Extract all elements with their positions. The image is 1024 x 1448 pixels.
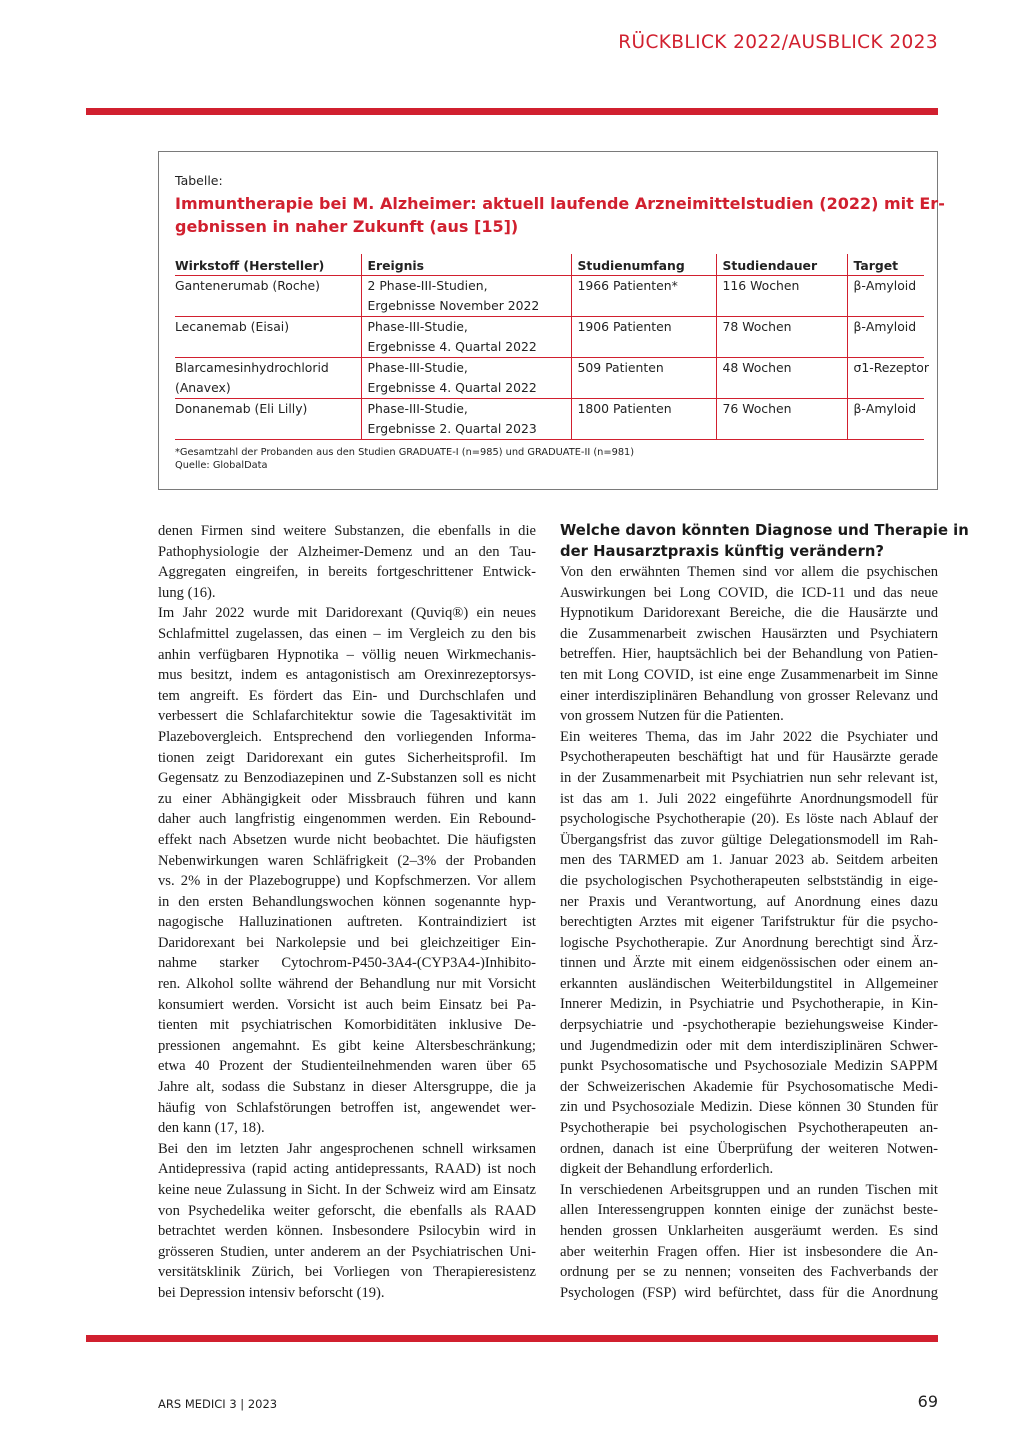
study-table bbox=[175, 254, 929, 440]
cell-target: β-Amyloid bbox=[847, 276, 924, 317]
cell-target: β-Amyloid bbox=[847, 399, 924, 440]
text-line: aber weiterhin Fragen offen. Hier ist insbesondere die An- bbox=[560, 1243, 938, 1260]
text-line: henden grossen Unklarheiten ausgeräumt werden. Es sind bbox=[560, 1223, 938, 1239]
left-text-column bbox=[158, 521, 536, 1304]
page-number: 69 bbox=[917, 1392, 938, 1411]
text-line: in den ersten Behandlungswochen können sogenannte hyp- bbox=[158, 893, 536, 910]
source-text: Quelle: GlobalData bbox=[175, 460, 268, 471]
section-heading bbox=[560, 521, 969, 562]
text-line: Plazebovergleich. Entsprechend den vorliegenden Informa- bbox=[158, 728, 536, 745]
journal-footer: ARS MEDICI 3 | 2023 bbox=[158, 1397, 278, 1411]
text-line: keine neue Zulassung in Sicht. In der Schweiz wird am Einsatz bbox=[158, 1182, 536, 1198]
table-title-line: gebnissen in naher Zukunft (aus [15]) bbox=[175, 217, 519, 236]
text-line: allen Interessengruppen konnten einige der zunächst beste- bbox=[560, 1202, 938, 1219]
text-line: pressionen angemahnt. Es gibt keine Altersbeschränkung; bbox=[158, 1037, 536, 1054]
text-line: anhin verfügbaren Hypnotika – völlig neuen Wirkmechanis- bbox=[158, 646, 536, 663]
table-row bbox=[175, 358, 924, 399]
footnote-text: *Gesamtzahl der Probanden aus den Studien GRADUATE-I (n=985) und GRADUATE-II (n=981) bbox=[175, 447, 635, 458]
text-line: zin und Psychosoziale Medizin. Diese können 30 Stunden für bbox=[560, 1099, 938, 1116]
text-line: tienten mit psychiatrischen Komorbiditäten inklusive De- bbox=[158, 1017, 536, 1034]
bottom-rule bbox=[86, 1335, 938, 1342]
text-line: häufig von Schlafstörungen betroffen ist, angewendet wer- bbox=[158, 1099, 536, 1116]
cell-studiendauer: 116 Wochen bbox=[716, 276, 847, 317]
text-line: daher auch langfristig eingenommen werden. Ein Rebound- bbox=[158, 811, 536, 828]
cell-ereignis: Phase-III-Studie, Ergebnisse 4. Quartal 2022 bbox=[361, 358, 571, 399]
text-line: in der Zusammenarbeit mit Psychiatrien nun sehr relevant ist, bbox=[560, 769, 938, 786]
text-line: zu einer Abhängigkeit oder Missbrauch führen und kann bbox=[158, 790, 536, 807]
text-line: Schlafmittel zugelassen, das einen – im Vergleich zu den bis bbox=[158, 625, 536, 642]
text-line: Auswirkungen bei Long COVID, die ICD-11 und das neue bbox=[560, 584, 938, 601]
cell-ereignis: Phase-III-Studie, Ergebnisse 2. Quartal 2023 bbox=[361, 399, 571, 440]
text-line: versitätsklinik Zürich, bei Vorliegen von Therapieresistenz bbox=[158, 1264, 536, 1281]
text-line: von Psychedelika weiter geforscht, die ebenfalls als RAAD bbox=[158, 1202, 536, 1219]
text-line: In verschiedenen Arbeitsgruppen und an runden Tischen mit bbox=[560, 1181, 938, 1198]
heading-line: Welche davon könnten Diagnose und Therapie in bbox=[560, 522, 969, 539]
cell-studiendauer: 48 Wochen bbox=[716, 358, 847, 399]
text-line: ner Praxis und Verantwortung, auf Anordnung eines dazu bbox=[560, 893, 938, 910]
text-line: mus besitzt, indem es antagonistisch am Orexinrezeptorsys- bbox=[158, 667, 536, 684]
text-line: ten mit Long COVID, ist eine enge Zusammenarbeit im Sinne bbox=[560, 666, 938, 683]
text-line: Innerer Medizin, in Psychiatrie und Psychotherapie, in Kin- bbox=[560, 996, 938, 1013]
text-line: ren. Alkohol sollte während der Behandlung nur mit Vorsicht bbox=[158, 976, 536, 993]
text-line: Bei den im letzten Jahr angesprochenen schnell wirksamen bbox=[158, 1140, 536, 1157]
text-line: verbessert die Schlafarchitektur sowie die Tagesaktivität im bbox=[158, 708, 536, 725]
cell-wirkstoff: Lecanemab (Eisai) bbox=[175, 317, 361, 358]
table-title bbox=[175, 192, 945, 238]
text-line: digkeit der Behandlung erforderlich. bbox=[560, 1161, 774, 1178]
text-line: Daridorexant bei Narkolepsie und bei gleichzeitiger Ein- bbox=[158, 934, 536, 951]
table-row bbox=[175, 399, 924, 440]
col-header-ereignis: Ereignis bbox=[361, 254, 571, 276]
text-line: derpsychiatrie und -psychotherapie beziehungsweise Kinder- bbox=[560, 1017, 938, 1034]
text-line: und Jugendmedizin oder mit dem interdisziplinären Schwer- bbox=[560, 1037, 938, 1054]
heading-line: der Hausarztpraxis künftig verändern? bbox=[560, 542, 884, 560]
table-prefix: Tabelle: bbox=[175, 173, 223, 188]
text-line: denen Firmen sind weitere Substanzen, die ebenfalls in die bbox=[158, 523, 536, 539]
text-line: Jahre alt, sodass die Substanz in dieser Altersgruppe, die ja bbox=[158, 1079, 536, 1096]
text-line: Übergangsfrist das zuvor gültige Delegationsmodell im Rah- bbox=[560, 831, 938, 848]
table-header-row bbox=[175, 254, 924, 276]
cell-ereignis: Phase-III-Studie, Ergebnisse 4. Quartal 2022 bbox=[361, 317, 571, 358]
text-line: effekt nach Absetzen wurde nicht beobachtet. Die häufigsten bbox=[158, 831, 536, 848]
text-line: Gegensatz zu Benzodiazepinen und Z-Substanzen soll es nicht bbox=[158, 770, 536, 787]
cell-ereignis: 2 Phase-III-Studien, Ergebnisse November 2022 bbox=[361, 276, 571, 317]
table-box bbox=[158, 151, 945, 490]
cell-wirkstoff: Donanemab (Eli Lilly) bbox=[175, 399, 361, 440]
text-line: die Zusammenarbeit zwischen Hausärzten und Psychiatern bbox=[560, 625, 938, 642]
text-line: Pathophysiologie der Alzheimer-Demenz und an den Tau- bbox=[158, 543, 536, 560]
text-line: Psychotherapeuten beschäftigt hat und für Hausärzte gerade bbox=[560, 749, 938, 766]
text-line: ordnen, danach ist eine Überprüfung der weiteren Notwen- bbox=[560, 1140, 938, 1157]
running-header: RÜCKBLICK 2022/AUSBLICK 2023 bbox=[618, 32, 938, 53]
cell-target: β-Amyloid bbox=[847, 317, 924, 358]
top-rule bbox=[86, 108, 938, 115]
cell-studienumfang: 1966 Patienten* bbox=[571, 276, 716, 317]
text-line: logische Psychotherapie. Zur Anordnung berechtigt sind Ärz- bbox=[560, 934, 938, 951]
cell-studienumfang: 1906 Patienten bbox=[571, 317, 716, 358]
text-line: ist das am 1. Juli 2022 eingeführte Anordnungsmodell für bbox=[560, 790, 938, 807]
col-header-studiendauer: Studiendauer bbox=[716, 254, 847, 276]
text-line: der Schweizerischen Akademie für Psychosomatische Medi- bbox=[560, 1078, 938, 1095]
text-line: betreffen. Hier, hauptsächlich bei der Behandlung von Patien- bbox=[560, 646, 938, 663]
text-line: die psychologischen Psychotherapeuten selbstständig in eige- bbox=[560, 872, 938, 889]
table-row bbox=[175, 276, 924, 317]
text-line: konsumiert werden. Vorsicht ist auch beim Einsatz bei Pa- bbox=[158, 996, 536, 1013]
text-line: den kann (17, 18). bbox=[158, 1120, 265, 1137]
col-header-wirkstoff: Wirkstoff (Hersteller) bbox=[175, 254, 361, 276]
text-line: men des TARMED am 1. Januar 2023 ab. Seitdem arbeiten bbox=[560, 852, 938, 869]
text-line: Von den erwähnten Themen sind vor allem die psychischen bbox=[560, 564, 938, 580]
text-line: Hypnotikum Daridorexant Bereiche, die die Hausärzte und bbox=[560, 605, 938, 622]
text-line: etwa 40 Prozent der Studienteilnehmenden waren über 65 bbox=[158, 1058, 536, 1075]
cell-wirkstoff: Blarcamesinhydrochlorid (Anavex) bbox=[175, 358, 361, 399]
text-line: berechtigten Arztes mit eigener Tarifstruktur für die psycho- bbox=[560, 914, 938, 931]
text-line: ordnung per se zu nennen; vonseiten des Fachverbands der bbox=[560, 1264, 938, 1281]
text-line: bei Depression intensiv beforscht (19). bbox=[158, 1284, 385, 1301]
table-footnote bbox=[175, 446, 634, 472]
cell-wirkstoff: Gantenerumab (Roche) bbox=[175, 276, 361, 317]
text-line: punkt Psychosomatische und Psychosoziale Medizin SAPPM bbox=[560, 1058, 938, 1075]
text-line: tem angreift. Es fördert das Ein- und Durchschlafen und bbox=[158, 687, 536, 704]
cell-studienumfang: 509 Patienten bbox=[571, 358, 716, 399]
text-line: erkannten ausländischen Weiterbildungstitel in Allgemeiner bbox=[560, 975, 938, 992]
text-line: grösseren Studien, unter anderem an der Psychiatrischen Uni- bbox=[158, 1243, 536, 1260]
text-line: Ein weiteres Thema, das im Jahr 2022 die Psychiater und bbox=[560, 728, 938, 745]
text-line: psychologische Psychotherapie (20). Es löste nach Ablauf der bbox=[560, 811, 938, 828]
text-line: nagogische Halluzinationen auftreten. Kontraindiziert ist bbox=[158, 914, 536, 931]
text-line: Aggregaten eingreifen, in bereits fortgeschrittener Entwick- bbox=[158, 564, 536, 581]
text-line: Psychotherapie bei psychologischen Psychotherapeuten an- bbox=[560, 1120, 938, 1137]
table-row bbox=[175, 317, 924, 358]
text-line: Im Jahr 2022 wurde mit Daridorexant (Quviq®) ein neues bbox=[158, 605, 536, 622]
text-line: Antidepressiva (rapid acting antidepressants, RAAD) ist noch bbox=[158, 1161, 536, 1178]
text-line: nahme starker Cytochrom-P450-3A4-(CYP3A4-)Inhibito- bbox=[158, 955, 536, 972]
table-title-line: Immuntherapie bei M. Alzheimer: aktuell laufende Arzneimittelstudien (2022) mit Er- bbox=[175, 194, 945, 213]
col-header-target: Target bbox=[847, 254, 924, 276]
cell-studiendauer: 76 Wochen bbox=[716, 399, 847, 440]
text-line: einer interdisziplinären Behandlung von grosser Relevanz und bbox=[560, 687, 938, 704]
cell-studiendauer: 78 Wochen bbox=[716, 317, 847, 358]
cell-target: σ1-Rezeptor bbox=[847, 358, 924, 399]
text-line: tinnen und Ärzte mit einem eidgenössischen oder einem an- bbox=[560, 955, 938, 972]
text-line: von grossem Nutzen für die Patienten. bbox=[560, 708, 784, 725]
text-line: Nebenwirkungen waren Schläfrigkeit (2–3% der Probanden bbox=[158, 852, 536, 869]
text-line: Psychologen (FSP) wird befürchtet, dass für die Anordnung bbox=[560, 1284, 938, 1301]
text-line: lung (16). bbox=[158, 584, 216, 601]
text-line: vs. 2% in der Plazebogruppe) und Kopfschmerzen. Vor allem bbox=[158, 873, 536, 890]
cell-studienumfang: 1800 Patienten bbox=[571, 399, 716, 440]
text-line: tionen zeigt Daridorexant ein gutes Sicherheitsprofil. Im bbox=[158, 749, 536, 766]
text-line: betrachtet werden können. Insbesondere Psilocybin wird in bbox=[158, 1223, 536, 1240]
col-header-studienumfang: Studienumfang bbox=[571, 254, 716, 276]
right-text-column bbox=[560, 521, 969, 1303]
